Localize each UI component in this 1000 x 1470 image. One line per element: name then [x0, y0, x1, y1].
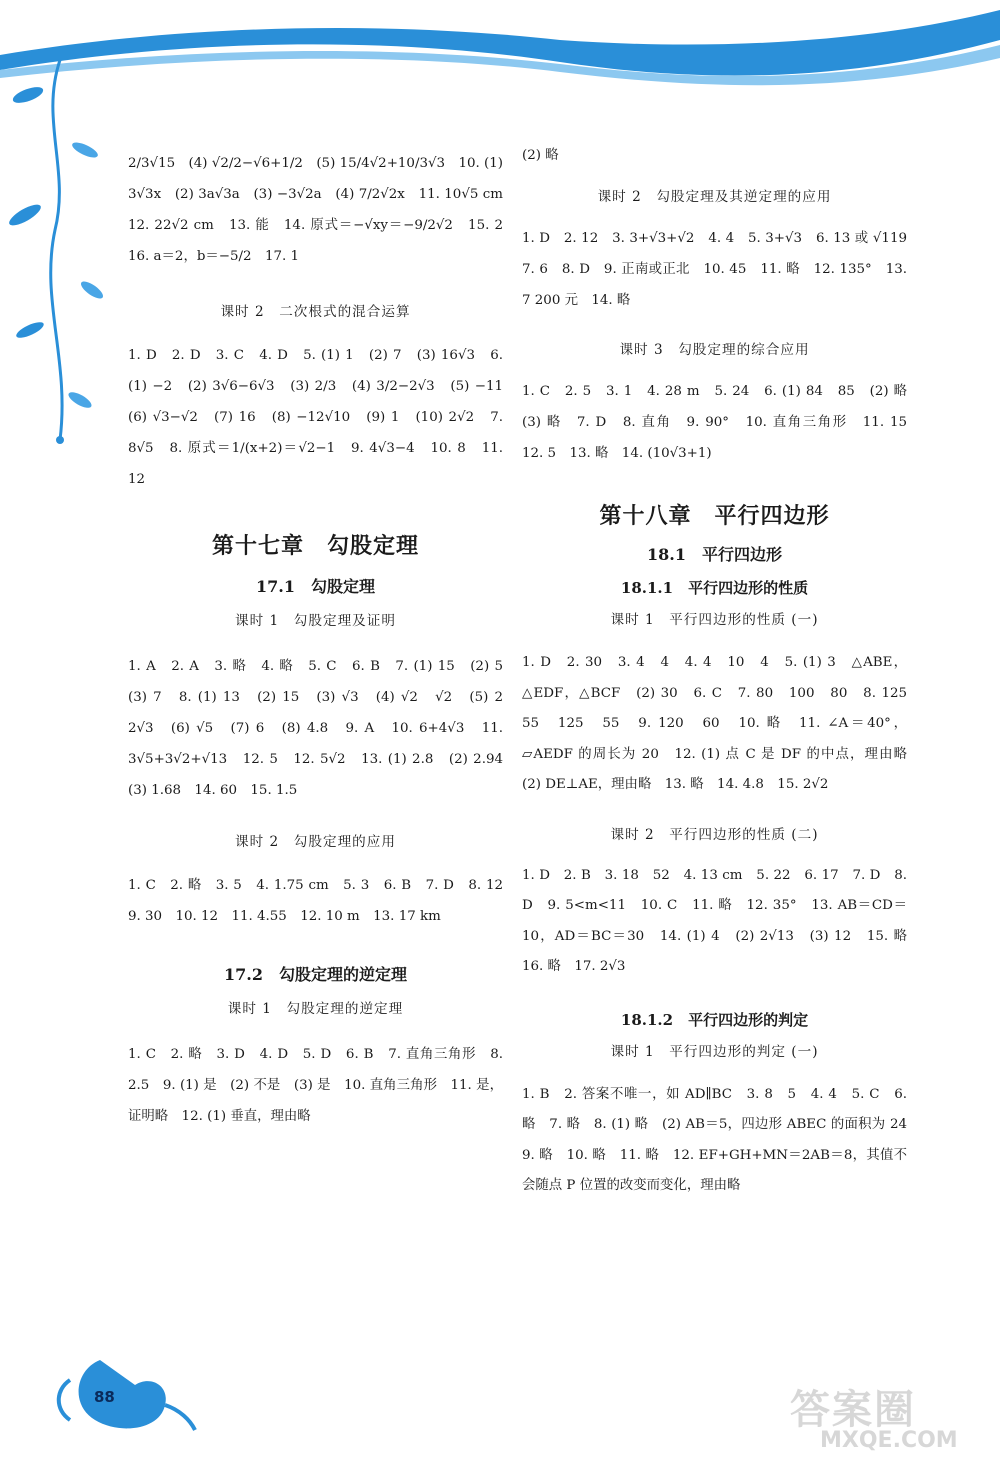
lesson-title: 课时 3 勾股定理的综合应用 [619, 342, 810, 358]
answer-block: 1. A 2. A 3. 略 4. 略 5. C 6. B 7. (1) 15 (2) 5 (3) 7 8. (1) 13 (2) 15 (3) √3 (4) √2 √2 (5) 2 2√3 (6) √5 (7) 6 (8) 4.8 9. A 10. 6+4√3 11. 3√5+3√2+√13 12. 5 12. 5√2 13. (1) 2.8 (2) 2.94 (3) 1.68 14. 60 15. 1.5 [128, 659, 517, 798]
answer-block: 1. C 2. 略 3. D 4. D 5. D 6. B 7. 直角三角形 8. 2.5 9. (1) 是 (2) 不是 (3) 是 10. 直角三角形 11. 是，证明略 12. (1) 垂直，理由略 [128, 1047, 503, 1124]
watermark-url: MXQE.COM [820, 1428, 958, 1453]
watermark-text: 答案圈 [790, 1387, 916, 1433]
section-title: 18.1 平行四边形 [647, 545, 782, 564]
lesson-title: 课时 1 平行四边形的判定 (一) [610, 1043, 819, 1060]
subsection-title: 18.1.1 平行四边形的性质 [620, 579, 809, 597]
answer-block: 1. B 2. 答案不唯一，如 AD∥BC 3. 8 5 4. 4 5. C 6. 略 7. 略 8. (1) 略 (2) AB＝5，四边形 ABEC 的面积为 24 9. 略 10. 略 11. 略 12. EF+GH+MN＝2AB＝8，其值不会随点 P 位置的改变而变化，理由略 [522, 1086, 921, 1193]
lesson-title: 课时 1 勾股定理及证明 [235, 613, 396, 629]
answer-block: 1. C 2. 略 3. 5 4. 1.75 cm 5. 3 6. B 7. D 8. 12 9. 30 10. 12 11. 4.55 12. 10 m 13. 17 km [128, 878, 517, 924]
chapter-title: 第十八章 平行四边形 [599, 503, 830, 529]
left-column [128, 140, 517, 1132]
page-number: 88 [94, 1388, 115, 1406]
answer-block: 1. D 2. D 3. C 4. D 5. (1) 1 (2) 7 (3) 16√3 6. (1) −2 (2) 3√6−6√3 (3) 2/3 (4) 3/2−2√3 (5) −11 (6) √3−√2 (7) 16 (8) −12√10 (9) 1 (10) 2√2 7. 8√5 8. 原式＝1/(x+2)＝√2−1 9. 4√3−4 10. 8 11. 12 [128, 348, 517, 487]
watermark-logo [790, 1378, 990, 1460]
chapter-title: 第十七章 勾股定理 [211, 533, 419, 559]
lesson-title: 课时 1 勾股定理的逆定理 [227, 1001, 404, 1017]
answer-block: 1. D 2. 30 3. 4 4 4. 4 10 4 5. (1) 3 △ABE，△EDF，△BCF (2) 30 6. C 7. 80 100 80 8. 125 55 125 55 9. 120 60 10. 略 11. ∠A＝40°，▱AEDF 的周长为 20 12. (1) 点 C 是 DF 的中点，理由略 (2) DE⊥AE，理由略 13. 略 14. 4.8 15. 2√2 [522, 655, 921, 792]
answer-block: (2) 略 [522, 148, 559, 163]
lesson-title: 课时 2 勾股定理及其逆定理的应用 [597, 189, 832, 205]
lesson-title: 课时 1 平行四边形的性质 (一) [610, 612, 819, 628]
lesson-title: 课时 2 二次根式的混合运算 [220, 304, 411, 320]
page-number-badge [40, 1350, 210, 1440]
answer-block: 1. D 2. 12 3. 3+√3+√2 4. 4 5. 3+√3 6. 13 或 √119 7. 6 8. D 9. 正南或正北 10. 45 11. 略 12. 135° 13. 7 200 元 14. 略 [522, 231, 921, 308]
answer-block: 1. D 2. B 3. 18 52 4. 13 cm 5. 22 6. 17 7. D 8. D 9. 5<m<11 10. C 11. 略 12. 35° 13. AB＝CD＝10，AD＝BC＝30 14. (1) 4 (2) 2√13 (3) 12 15. 略 16. 略 17. 2√3 [522, 867, 921, 974]
lesson-title: 课时 2 勾股定理的应用 [235, 834, 396, 850]
right-column [522, 140, 921, 1202]
section-title: 17.1 勾股定理 [256, 577, 375, 596]
answer-block: 1. C 2. 5 3. 1 4. 28 m 5. 24 6. (1) 84 85 (2) 略 (3) 略 7. D 8. 直角 9. 90° 10. 直角三角形 11. 15 12. 5 13. 略 14. (10√3+1) [522, 384, 921, 461]
answer-block: 2/3√15 (4) √2/2−√6+1/2 (5) 15/4√2+10/3√3 10. (1) 3√3x (2) 3a√3a (3) −3√2a (4) 7/2√2x 11. 10√5 cm 12. 22√2 cm 13. 能 14. 原式＝−√xy＝−9/2√2 15. 2 16. a＝2，b＝−5/2 17. 1 [128, 156, 517, 264]
subsection-title: 18.1.2 平行四边形的判定 [620, 1010, 809, 1029]
section-title: 17.2 勾股定理的逆定理 [224, 965, 407, 984]
lesson-title: 课时 2 平行四边形的性质 (二) [610, 826, 819, 843]
